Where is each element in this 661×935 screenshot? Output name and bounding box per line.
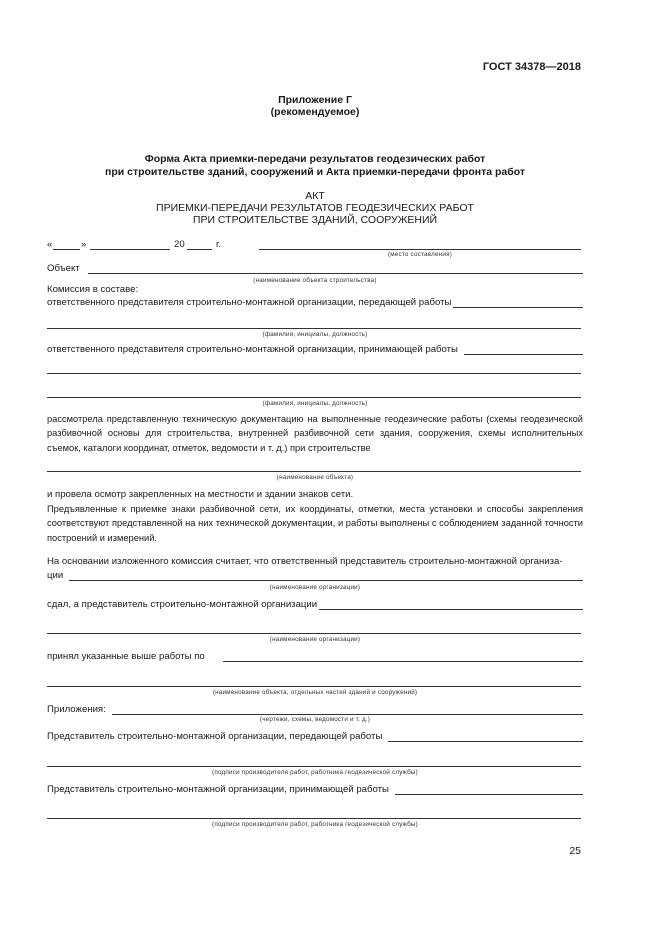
sign-receiving-label: Представитель строительно-монтажной организации, принимающей работы <box>47 784 389 795</box>
object-row <box>47 263 583 274</box>
org-field-2[interactable] <box>319 600 583 610</box>
year-suffix: г. <box>216 239 221 250</box>
day-field[interactable] <box>53 249 80 250</box>
act-title-line2: ПРИЕМКИ-ПЕРЕДАЧИ РЕЗУЛЬТАТОВ ГЕОДЕЗИЧЕСКИХ РАБОТ <box>156 202 474 214</box>
object-parts-caption: (наименование объекта, отдельных частей зданий и сооружений) <box>212 689 418 696</box>
attachments-row <box>47 704 583 715</box>
works-field[interactable] <box>223 652 583 662</box>
org-caption-2: (наименование организации) <box>269 636 361 643</box>
commission-label: Комиссия в составе: <box>47 284 139 295</box>
org-field-2b[interactable] <box>47 633 581 634</box>
handed-label: сдал, а представитель строительно-монтажной организации <box>47 599 318 610</box>
sign-passing-label: Представитель строительно-монтажной организации, передающей работы <box>47 731 383 742</box>
inspected-text: и провела осмотр закрепленных на местности и здании знаков сети. <box>47 489 354 500</box>
presented-paragraph: Предъявленные к приемке знаки разбивочной сети, их координаты, отметки, места установки и способы закрепления соответствуют представленной на них технической документации, и работы выполнены с соблюдением заданной точности построений и измерений. <box>47 504 583 543</box>
org-field-1[interactable] <box>69 571 583 581</box>
year-prefix: 20 <box>174 239 185 250</box>
sign-passing-row <box>47 731 583 742</box>
standard-number: ГОСТ 34378—2018 <box>482 61 581 73</box>
attachments-label: Приложения: <box>47 704 106 715</box>
act-title-line3: ПРИ СТРОИТЕЛЬСТВЕ ЗДАНИЙ, СООРУЖЕНИЙ <box>192 214 438 226</box>
rep-passing-field[interactable] <box>453 298 583 308</box>
month-field[interactable] <box>90 249 170 250</box>
object-name-caption: (наименование объекта строительства) <box>253 277 377 284</box>
attachments-caption: (чертежи, схемы, ведомости и т. д.) <box>259 716 371 723</box>
object-label: Объект <box>47 263 80 274</box>
attachments-field[interactable] <box>112 705 583 715</box>
form-title-line2: при строительстве зданий, сооружений и Акта приемки-передачи фронта работ <box>104 166 526 178</box>
date-open-quote: « <box>47 239 53 250</box>
place-field[interactable] <box>259 249 581 250</box>
date-close-quote: » <box>81 239 87 250</box>
rep-receiving-field[interactable] <box>464 345 583 355</box>
sign-passing-field-2[interactable] <box>47 766 581 767</box>
rep-passing-row <box>47 297 583 308</box>
accepted-row <box>47 651 583 662</box>
page-number: 25 <box>569 845 581 857</box>
fio-caption-1: (фамилия, инициалы, должность) <box>262 331 368 338</box>
object-field[interactable] <box>88 264 583 274</box>
rep-passing-label: ответственного представителя строительно-монтажной организации, передающей работы <box>47 297 452 308</box>
org-row <box>47 570 583 581</box>
org-caption-1: (наименование организации) <box>269 584 361 591</box>
based-on-cont: ции <box>47 570 64 581</box>
reviewed-paragraph: рассмотрела представленную техническую документацию на выполненные геодезические работы (схемы геодезической разбивочной основы для строительства, внутренней разбивочной сети здания, сооружения, схемы исполнительных съемок, каталоги координат, отметок, ведомости и т. д.) при строительстве <box>47 414 583 453</box>
rep-receiving-row <box>47 344 583 355</box>
construction-object-field[interactable] <box>47 471 581 472</box>
works-field-2[interactable] <box>47 686 581 687</box>
act-title-line1: АКТ <box>305 190 325 202</box>
fio-caption-2: (фамилия, инициалы, должность) <box>262 400 368 407</box>
sign-caption-2: (подписи производителя работ, работника геодезической службы) <box>212 821 418 828</box>
accepted-label: принял указанные выше работы по <box>47 651 205 662</box>
year-field[interactable] <box>187 249 212 250</box>
sign-receiving-row <box>47 784 583 795</box>
sign-passing-field[interactable] <box>388 732 583 742</box>
appendix-subtitle: (рекомендуемое) <box>270 106 360 118</box>
based-on-text: На основании изложенного комиссия считает, что ответственный представитель строительно-монтажной организа- <box>47 556 563 567</box>
sign-caption-1: (подписи производителя работ, работника геодезической службы) <box>212 769 418 776</box>
rep-receiving-field-2[interactable] <box>47 373 581 374</box>
object-caption: (наименование объекта) <box>276 474 354 481</box>
form-title-line1: Форма Акта приемки-передачи результатов геодезических работ <box>144 153 486 165</box>
sign-receiving-field[interactable] <box>395 785 583 795</box>
rep-passing-field-2[interactable] <box>47 328 581 329</box>
rep-receiving-label: ответственного представителя строительно-монтажной организации, принимающей работы <box>47 344 458 355</box>
handed-row <box>47 599 583 610</box>
appendix-title: Приложение Г <box>278 94 352 106</box>
place-caption: (место составления) <box>387 251 452 258</box>
rep-receiving-field-3[interactable] <box>47 397 581 398</box>
sign-receiving-field-2[interactable] <box>47 818 581 819</box>
